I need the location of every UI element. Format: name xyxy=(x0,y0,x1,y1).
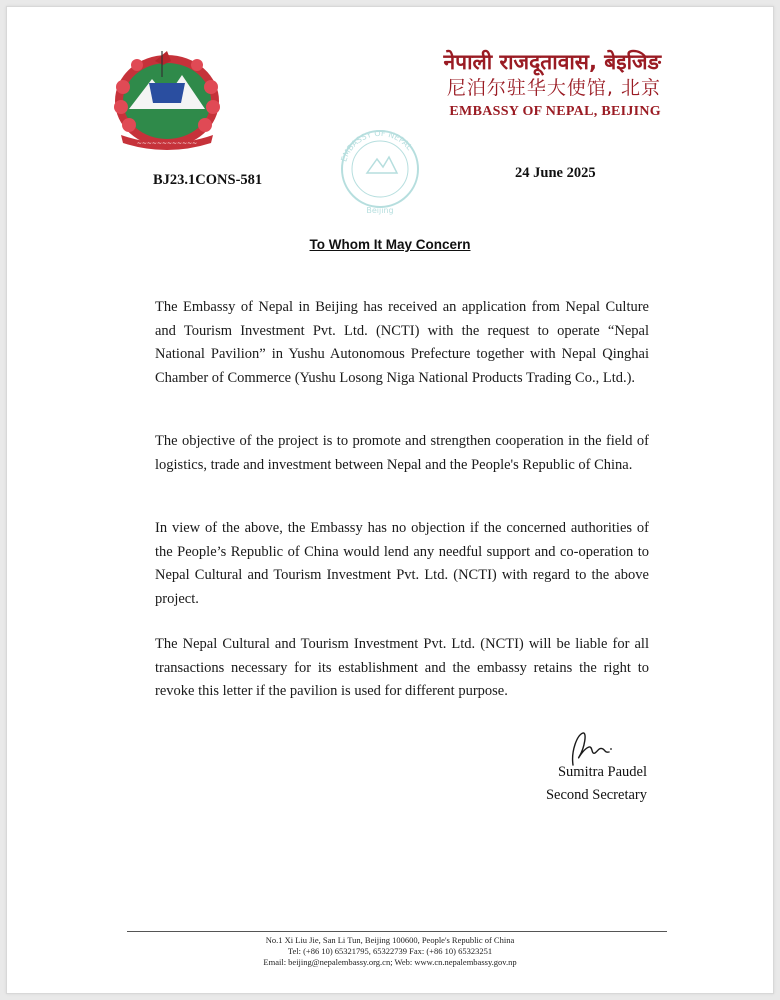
footer-divider xyxy=(127,931,667,932)
paragraph-2: The objective of the project is to promote and strengthen cooperation in the field of logistics, trade and investment between Nepal and the People's Republic of China. xyxy=(155,433,649,473)
embassy-name-english: EMBASSY OF NEPAL, BEIJING xyxy=(449,104,661,119)
stamp-city: Beijing xyxy=(366,206,394,215)
letter-subject: To Whom It May Concern xyxy=(309,237,471,252)
embassy-name-chinese: 尼泊尔驻华大使馆, 北京 xyxy=(446,77,661,99)
signature-block xyxy=(546,761,647,807)
svg-text:~~~~~~~~~~~~: ~~~~~~~~~~~~ xyxy=(136,140,198,147)
signatory-title: Second Secretary xyxy=(545,787,647,803)
embassy-stamp-icon xyxy=(337,115,423,215)
nepal-emblem-icon xyxy=(107,47,227,151)
signatory-name: Sumitra Paudel xyxy=(557,764,647,780)
footer-contact: Email: beijing@nepalembassy.org.cn; Web: www.cn.nepalembassy.gov.np xyxy=(263,957,517,967)
svg-text:EMBASSY OF NEPAL xyxy=(339,129,414,163)
paragraph-1: The Embassy of Nepal in Beijing has received an application from Nepal Culture and Tourism Investment Pvt. Ltd. (NCTI) with the request to operate “Nepal National Pavilion” in Yushu Autonomous Prefecture together with Nepal Qinghai Chamber of Commerce (Yushu Losong Niga National Products Trading Co., Ltd.). xyxy=(155,299,649,386)
footer xyxy=(7,935,773,968)
letter-date: 24 June 2025 xyxy=(515,165,596,181)
letter-page xyxy=(6,6,774,994)
embassy-name-nepali: नेपाली राजदूतावास, बेइजिङ xyxy=(443,50,661,74)
footer-phone: Tel: (+86 10) 65321795, 65322739 Fax: (+86 10) 65323251 xyxy=(287,946,493,956)
footer-address: No.1 Xi Liu Jie, San Li Tun, Beijing 100600, People's Republic of China xyxy=(265,935,515,945)
letterhead xyxy=(444,49,661,123)
stamp-text: EMBASSY OF NEPAL xyxy=(339,128,414,163)
paragraph-3: In view of the above, the Embassy has no objection if the concerned authorities of the People’s Republic of China would lend any needful support and co-operation to Nepal Cultural and Tourism Investment Pvt. Ltd. (NCTI) with regard to the above project. xyxy=(155,520,649,607)
reference-number: BJ23.1CONS-581 xyxy=(153,172,263,188)
paragraph-4: The Nepal Cultural and Tourism Investment Pvt. Ltd. (NCTI) will be liable for all transactions necessary for its establishment and the embassy retains the right to revoke this letter if the pavilion is used for different purpose. xyxy=(155,636,649,699)
